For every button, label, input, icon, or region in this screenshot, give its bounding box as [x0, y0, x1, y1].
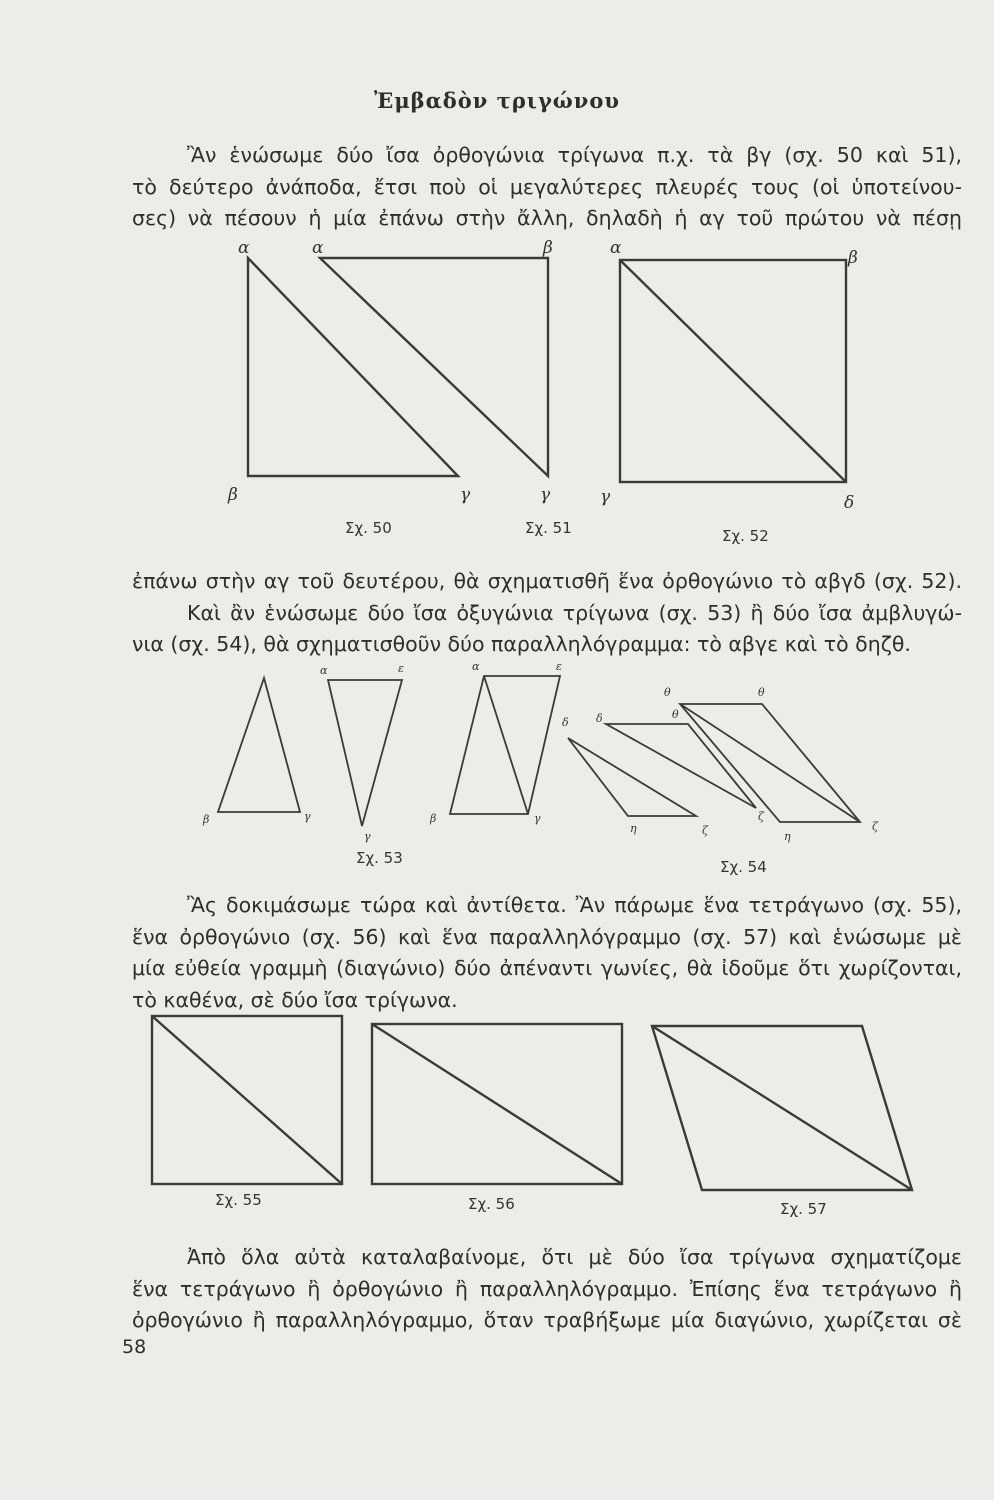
fig51-label-b: β: [543, 238, 553, 258]
fig54-label-d2: δ: [596, 712, 603, 725]
fig54-label-e1: η: [630, 822, 637, 835]
fig54-label-z1: ζ: [702, 824, 708, 837]
text-line: Ἀπὸ ὅλα αὐτὰ καταλαβαίνομε, ὅτι μὲ δύο ἴσα τρίγωνα σχηματίζομε: [187, 1245, 962, 1269]
fig51-caption: Σχ. 51: [525, 519, 572, 537]
fig53-diagonal: [484, 676, 528, 814]
fig53-label-a1: α: [320, 664, 328, 677]
fig50-label-g: γ: [460, 485, 471, 505]
fig54-triangle-1: [568, 738, 696, 816]
page-title: Ἐμβαδὸν τριγώνου: [374, 88, 620, 113]
fig53-label-g2: γ: [364, 830, 371, 843]
fig54-caption: Σχ. 54: [720, 858, 767, 876]
fig54-label-th3: θ: [672, 708, 679, 721]
fig57-diagonal: [652, 1026, 912, 1190]
fig50-caption: Σχ. 50: [345, 519, 392, 537]
fig50-label-a: α: [238, 238, 250, 258]
fig54-label-z2: ζ: [758, 810, 764, 823]
text-line: ἕνα τετράγωνο ἢ ὀρθογώνιο ἢ παραλληλόγραμμο. Ἐπίσης ἕνα τετράγωνο ἢ: [132, 1276, 962, 1301]
fig52-label-b: β: [848, 248, 858, 268]
text-line: ἐπάνω στὴν αγ τοῦ δευτέρου, θὰ σχηματισθῆ ἕνα ὀρθογώνιο τὸ αβγδ (σχ. 52).: [132, 569, 962, 593]
text-line: νια (σχ. 54), θὰ σχηματισθοῦν δύο παραλληλόγραμμα: τὸ αβγε καὶ τὸ δηζθ.: [132, 632, 911, 656]
fig52-diagonal: [620, 260, 846, 482]
fig51-label-g: γ: [540, 485, 551, 505]
fig56-caption: Σχ. 56: [468, 1195, 515, 1213]
fig54-label-e2: η: [784, 830, 791, 843]
fig55-diagonal: [152, 1016, 342, 1184]
fig53-parallelogram: [450, 676, 560, 814]
fig52-label-a: α: [610, 238, 622, 258]
fig54-label-d1: δ: [562, 716, 569, 729]
fig52-label-d: δ: [844, 493, 855, 513]
fig53-label-e1: ε: [398, 662, 404, 675]
fig56-diagonal: [372, 1024, 622, 1184]
fig51-label-a: α: [312, 238, 324, 258]
text-line: Ἂς δοκιμάσωμε τώρα καὶ ἀντίθετα. Ἂν πάρωμε ἕνα τετράγωνο (σχ. 55),: [187, 893, 962, 917]
fig53-label-g1: γ: [304, 810, 311, 823]
fig55-caption: Σχ. 55: [215, 1191, 262, 1209]
text-line: σες) νὰ πέσουν ἡ μία ἐπάνω στὴν ἄλλη, δηλαδὴ ἡ αγ τοῦ πρώτου νὰ πέσῃ: [132, 206, 962, 230]
fig54-label-th2: θ: [758, 686, 765, 699]
text-line: ὀρθογώνιο ἢ παραλληλόγραμμο, ὅταν τραβήξωμε μία διαγώνιο, χωρίζεται σὲ: [132, 1308, 962, 1332]
page-number: 58: [122, 1336, 147, 1358]
text-line: μία εὐθεία γραμμὴ (διαγώνιο) δύο ἀπέναντι γωνίες, θὰ ἰδοῦμε ὅτι χωρίζονται,: [132, 956, 962, 980]
fig54-diagonal: [680, 704, 860, 822]
fig53-label-b1: β: [203, 813, 210, 826]
fig53-label-a2: α: [472, 660, 480, 673]
fig50-label-b: β: [228, 485, 238, 505]
fig57-caption: Σχ. 57: [780, 1200, 827, 1218]
text-line: Καὶ ἂν ἑνώσωμε δύο ἴσα ὀξυγώνια τρίγωνα (σχ. 53) ἢ δύο ἴσα ἀμβλυγώ-: [187, 600, 962, 625]
fig53-caption: Σχ. 53: [356, 849, 403, 867]
fig53-label-e2: ε: [556, 660, 562, 673]
fig53-label-b2: β: [430, 812, 437, 825]
fig54-label-z3: ζ: [872, 820, 878, 833]
text-line: Ἂν ἑνώσωμε δύο ἴσα ὀρθογώνια τρίγωνα π.χ. τὰ βγ (σχ. 50 καὶ 51),: [187, 143, 962, 167]
text-line: ἕνα ὀρθογώνιο (σχ. 56) καὶ ἕνα παραλληλόγραμμο (σχ. 57) καὶ ἑνώσωμε μὲ: [132, 924, 962, 949]
fig54-label-th1: θ: [664, 686, 671, 699]
text-line: τὸ δεύτερο ἀνάποδα, ἔτσι ποὺ οἱ μεγαλύτερες πλευρές τους (οἱ ὑποτείνου-: [132, 174, 962, 199]
fig52-label-g: γ: [600, 487, 611, 507]
text-line: τὸ καθένα, σὲ δύο ἴσα τρίγωνα.: [132, 987, 458, 1012]
fig53-triangle-2: [328, 680, 402, 826]
fig52-caption: Σχ. 52: [722, 527, 769, 545]
fig53-label-g3: γ: [534, 812, 541, 825]
fig53-triangle-1: [218, 678, 300, 812]
